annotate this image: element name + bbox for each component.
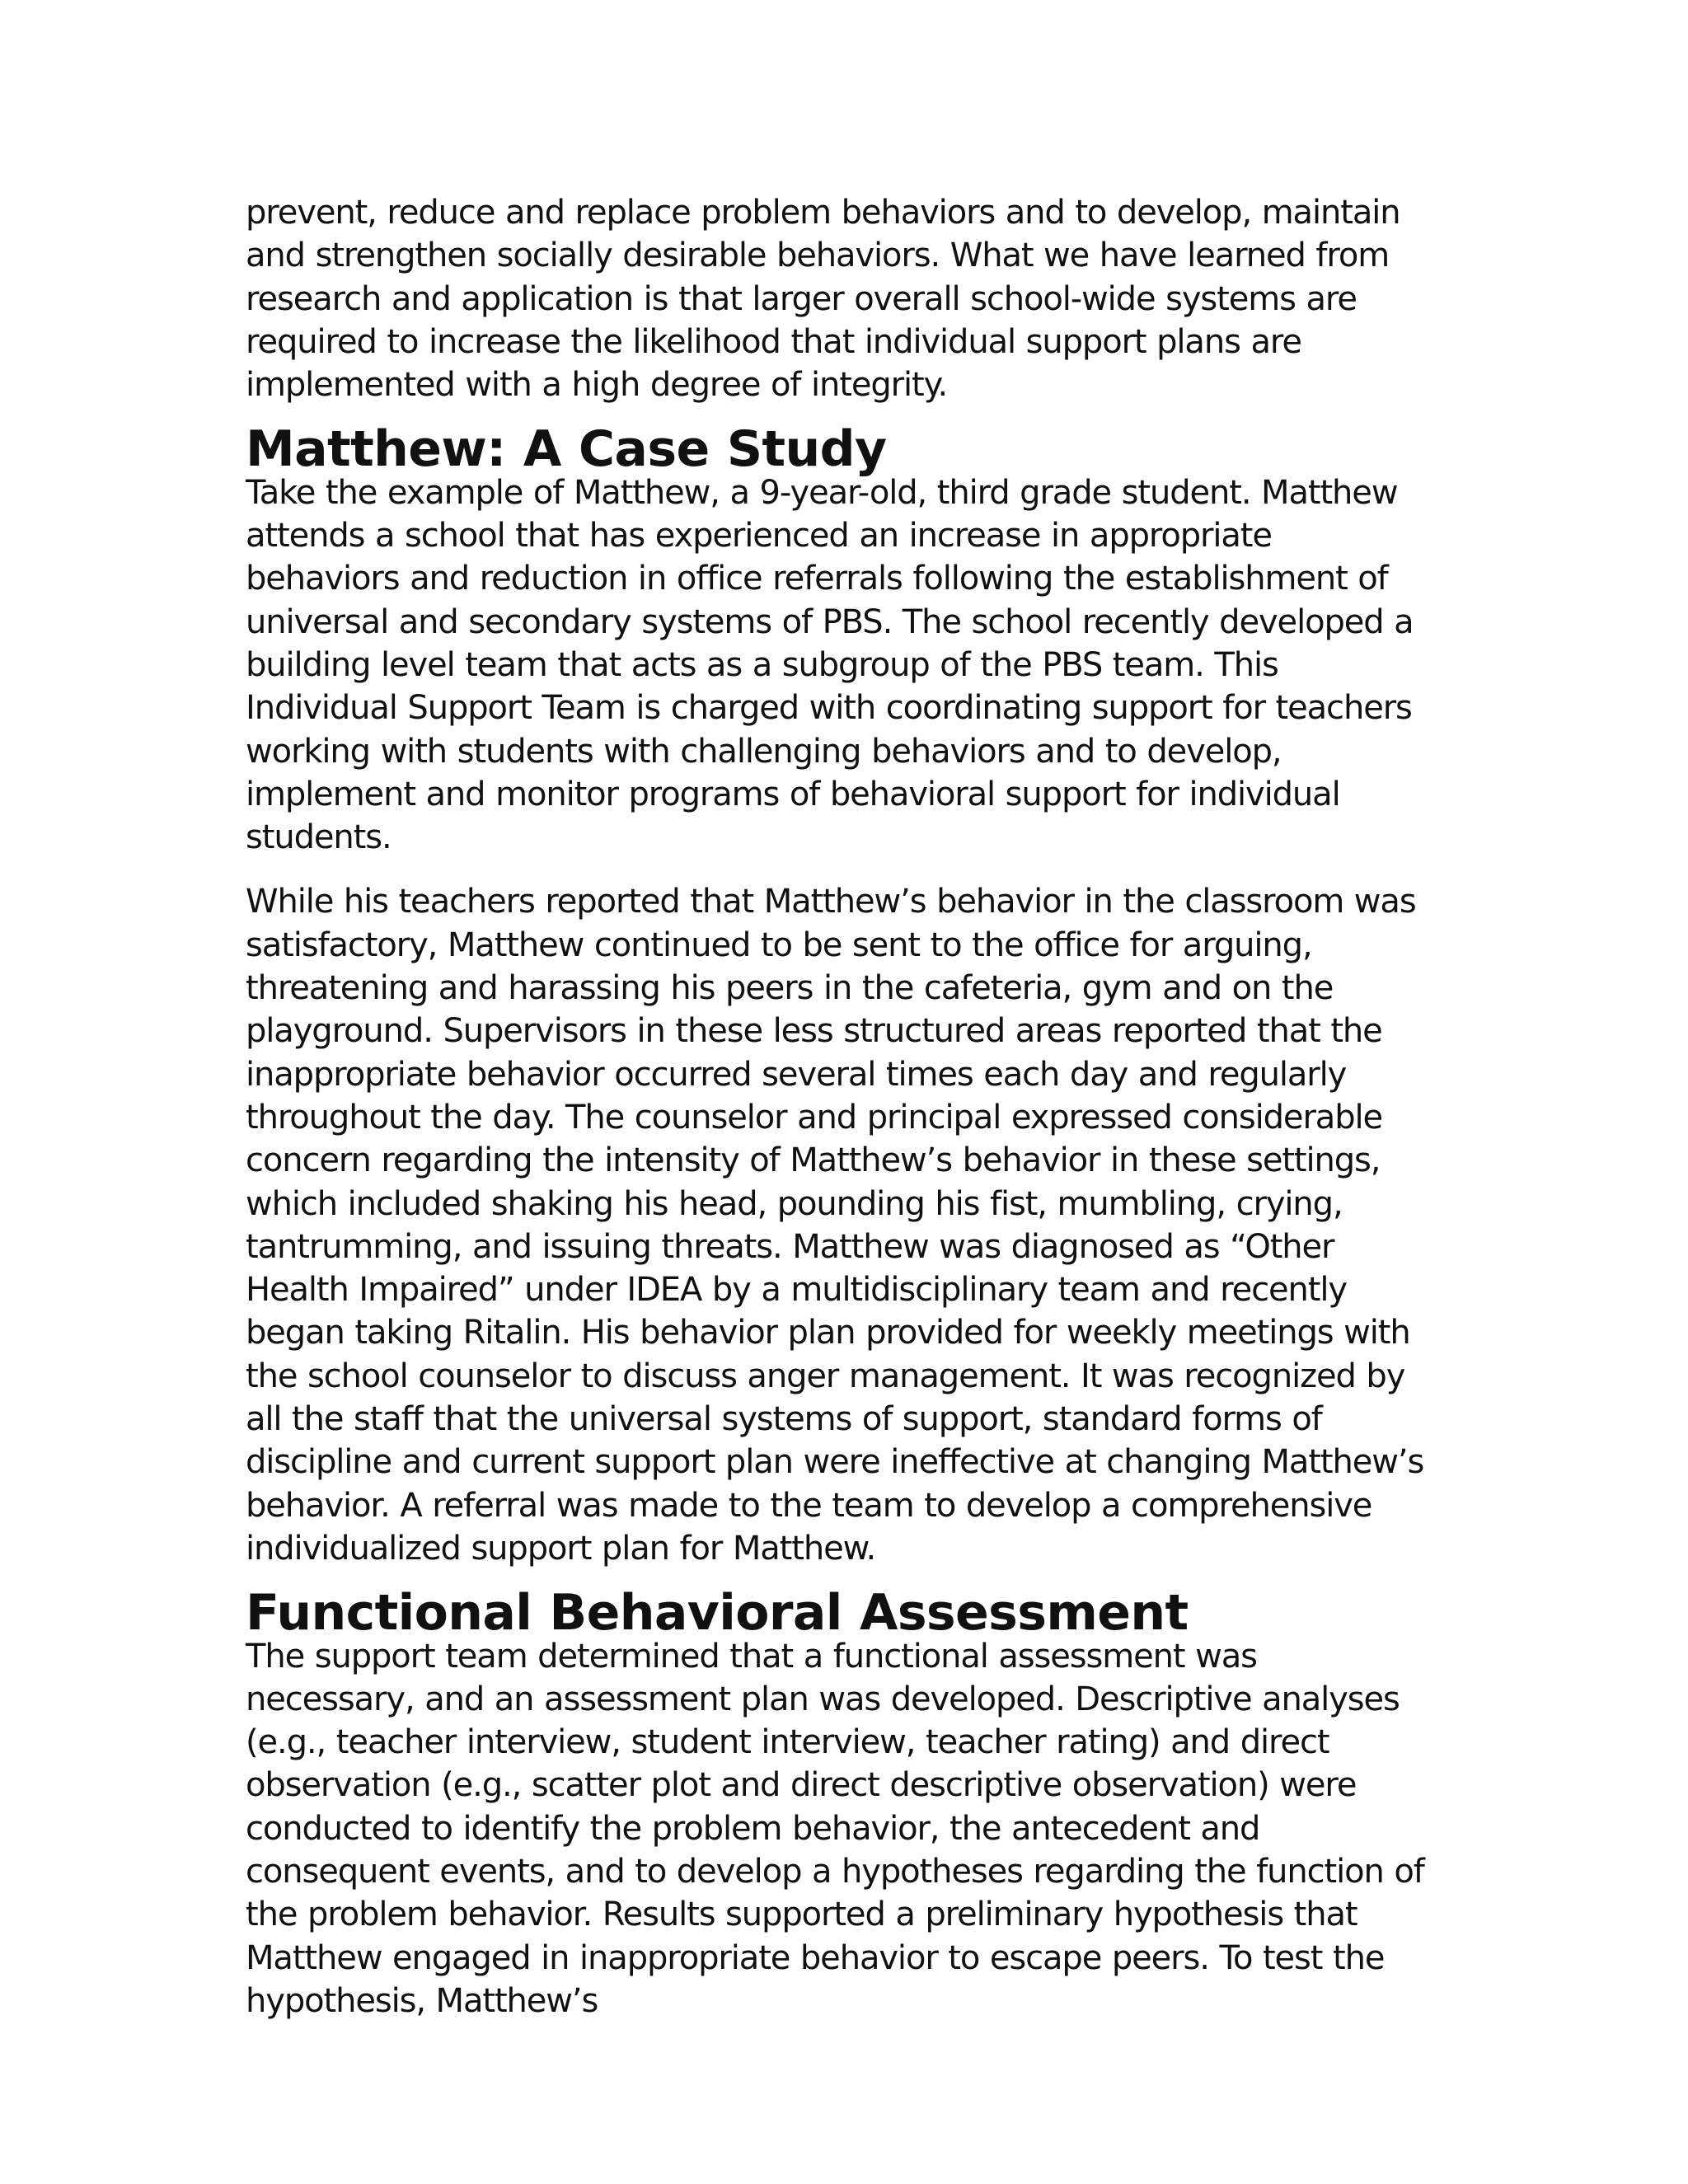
section-heading-case-study: Matthew: A Case Study (246, 420, 887, 479)
section-heading-fba: Functional Behavioral Assessment (246, 1584, 1189, 1643)
fba-paragraph-1: The support team determined that a functional assessment was necessary, and an assessment plan was developed. Descriptive analyses (e.g., teacher interview, student interview, teacher rating) and direct observation (e.g., scatter plot and direct descriptive observation) were conducted to identify the problem behavior, the antecedent and consequent events, and to develop a hypotheses regarding the function of the problem behavior. Results supported a preliminary hypothesis that Matthew engaged in inappropriate behavior to escape peers. To test the hypothesis, Matthew’s (246, 1637, 1424, 2020)
intro-paragraph: prevent, reduce and replace problem behaviors and to develop, maintain and strengthen socially desirable behaviors. What we have learned from research and application is that larger overall school-wide systems are required to increase the likelihood that individual support plans are implemented with a high degree of integrity. (246, 194, 1400, 405)
case-study-paragraph-2: While his teachers reported that Matthew’s behavior in the classroom was satisfactory, Matthew continued to be sent to the office for arguing, threatening and harassing his peers in the cafeteria, gym and on the playground. Supervisors in these less structured areas reported that the inappropriate behavior occurred several times each day and regularly throughout the day. The counselor and principal expressed considerable concern regarding the intensity of Matthew’s behavior in these settings, which included shaking his head, pounding his fist, mumbling, crying, tantrumming, and issuing threats. Matthew was diagnosed as “Other Health Impaired” under IDEA by a multidisciplinary team and recently began taking Ritalin. His behavior plan provided for weekly meetings with the school counselor to discuss anger management. It was recognized by all the staff that the universal systems of support, standard forms of discipline and current support plan were ineffective at changing Matthew’s behavior. A referral was made to the team to develop a comprehensive individualized support plan for Matthew. (246, 883, 1424, 1568)
document-body (246, 191, 1432, 2022)
case-study-paragraph-1: Take the example of Matthew, a 9-year-old, third grade student. Matthew attends a school that has experienced an increase in appropriate behaviors and reduction in office referrals following the establishment of universal and secondary systems of PBS. The school recently developed a building level team that acts as a subgroup of the PBS team. This Individual Support Team is charged with coordinating support for teachers working with students with challenging behaviors and to develop, implement and monitor programs of behavioral support for individual students. (246, 473, 1414, 857)
